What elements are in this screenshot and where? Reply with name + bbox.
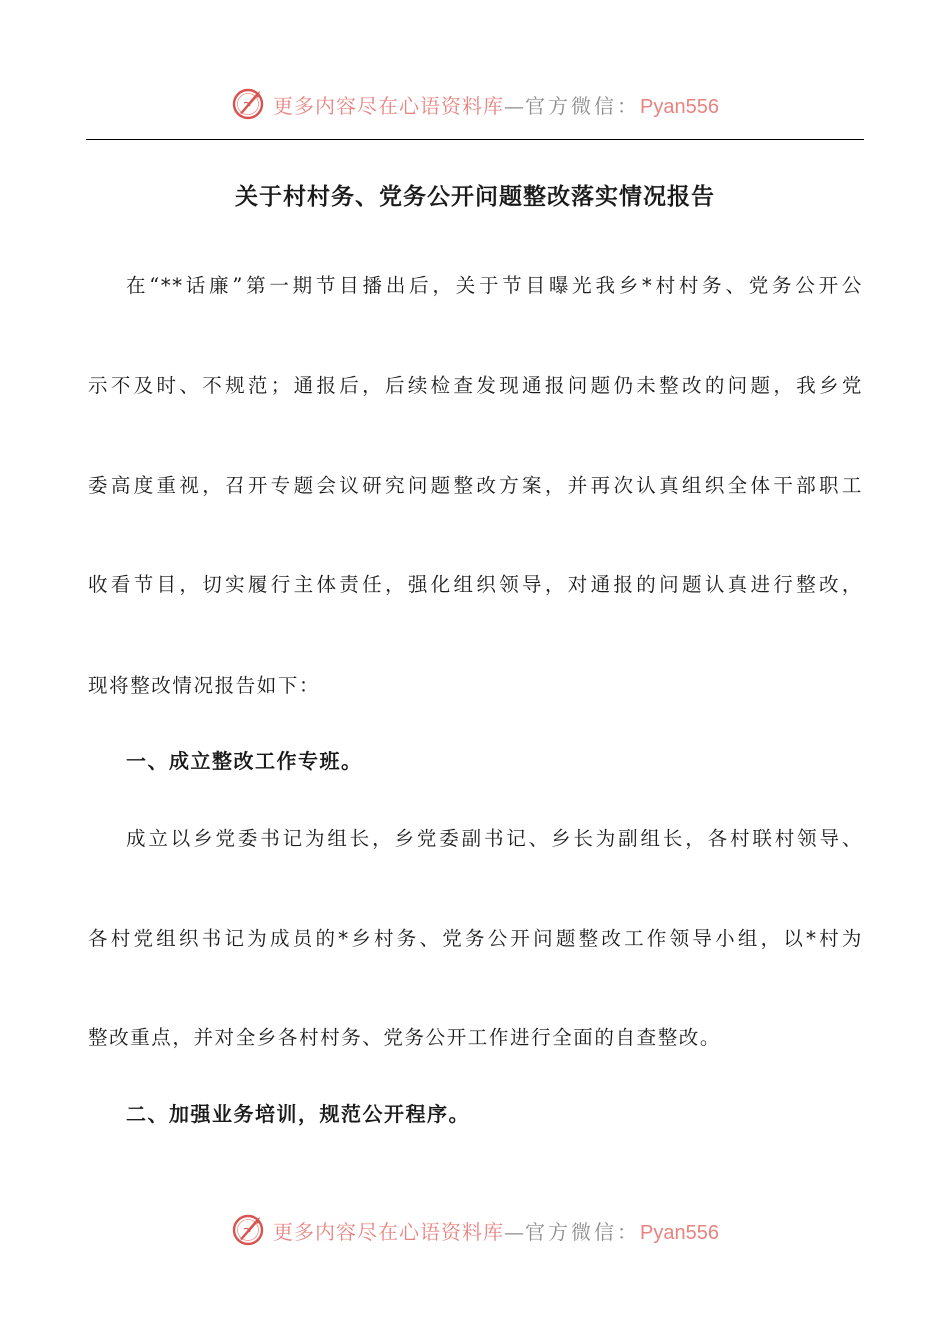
section-1-line-2: 各村党组织书记为成员的*乡村务、党务公开问题整改工作领导小组，以*村为 <box>88 927 863 950</box>
document-title: 关于村村务、党务公开问题整改落实情况报告 <box>235 183 715 210</box>
section-1-line-3: 整改重点，并对全乡各村村务、党务公开工作进行全面的自查整改。 <box>88 1026 722 1049</box>
banner-wechat-id: Pyan556 <box>640 95 719 118</box>
banner-main-text: 更多内容尽在心语资料库 <box>273 1219 505 1244</box>
banner-wechat-label: 官方微信： <box>525 1219 641 1244</box>
paragraph-1-line-3: 委高度重视，召开专题会议研究问题整改方案，并再次认真组织全体干部职工 <box>88 474 863 497</box>
section-1-heading: 一、成立整改工作专班。 <box>126 749 363 773</box>
quill-pen-logo-icon <box>231 1213 265 1247</box>
section-2-heading: 二、加强业务培训，规范公开程序。 <box>126 1102 470 1126</box>
banner-text <box>273 90 719 119</box>
section-1-line-1: 成立以乡党委书记为组长，乡党委副书记、乡长为副组长，各村联村领导、 <box>126 827 863 850</box>
banner-dash: — <box>504 1219 526 1244</box>
banner-dash: — <box>504 93 526 118</box>
paragraph-1-line-5: 现将整改情况报告如下： <box>88 674 321 697</box>
paragraph-1-line-1: 在“**话廉”第一期节目播出后，关于节目曝光我乡*村村务、党务公开公 <box>126 274 863 297</box>
header-divider <box>86 139 864 140</box>
paragraph-1-line-4: 收看节目，切实履行主体责任，强化组织领导，对通报的问题认真进行整改， <box>88 573 863 596</box>
quill-pen-logo-icon <box>231 87 265 121</box>
banner-main-text: 更多内容尽在心语资料库 <box>273 93 505 118</box>
banner-wechat-id: Pyan556 <box>640 1221 719 1244</box>
banner-wechat-label: 官方微信： <box>525 93 641 118</box>
paragraph-1-line-2: 示不及时、不规范；通报后，后续检查发现通报问题仍未整改的问题，我乡党 <box>88 374 863 397</box>
header-banner <box>0 84 950 124</box>
footer-banner <box>0 1210 950 1250</box>
banner-text <box>273 1216 719 1245</box>
